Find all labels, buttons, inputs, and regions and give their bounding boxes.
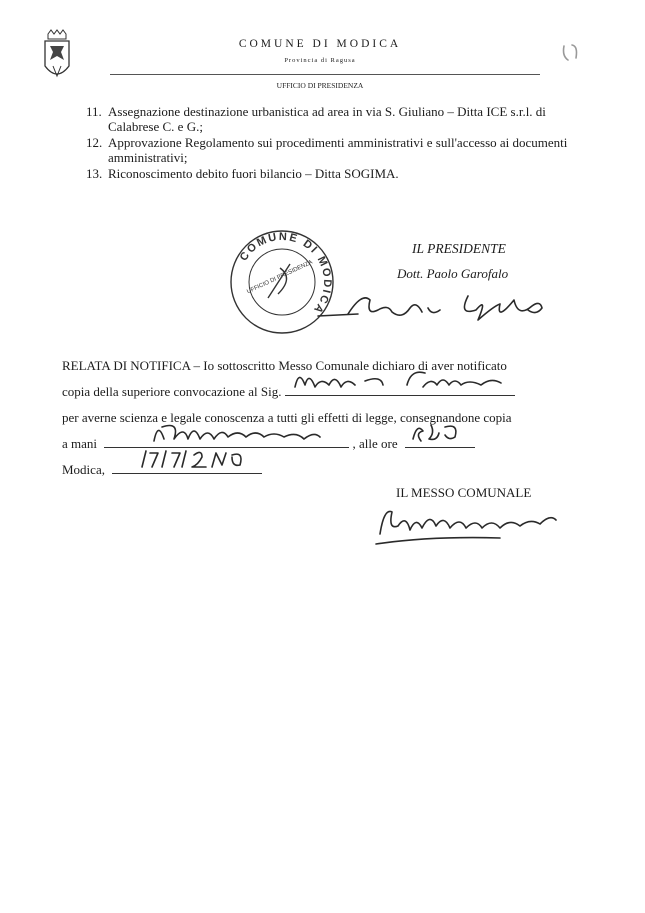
- header-subtitle: Provincia di Ragusa: [284, 57, 356, 64]
- relata-line-1: RELATA DI NOTIFICA – Io sottoscritto Messo Comunale dichiaro di aver notificato: [62, 358, 507, 373]
- office-name: UFFICIO DI PRESIDENZA: [276, 81, 364, 90]
- date-handwriting: [112, 445, 262, 471]
- messo-signature: [370, 500, 570, 550]
- relata-hands-label: a mani: [62, 436, 98, 451]
- hands-handwriting: [104, 419, 349, 445]
- relata-line-5: [62, 462, 572, 478]
- relata-recipient-label: copia della superiore convocazione al Sig.: [62, 384, 282, 399]
- recipient-handwriting: [285, 367, 515, 393]
- agenda-list: [86, 104, 576, 182]
- agenda-item: [86, 104, 576, 134]
- time-handwriting: [405, 419, 475, 445]
- agenda-item-text: Approvazione Regolamento sui procedimenti amministrativi e sull'accesso ai documenti amministrativi;: [108, 135, 568, 165]
- agenda-item-number: 12.: [86, 135, 103, 150]
- agenda-item-text: Assegnazione destinazione urbanistica ad area in via S. Giuliano – Ditta ICE s.r.l. di Calabrese C. e G.;: [108, 104, 546, 134]
- date-field: [112, 473, 262, 474]
- agenda-item: [86, 135, 576, 165]
- agenda-item-text: Riconoscimento debito fuori bilancio – Ditta SOGIMA.: [108, 166, 399, 181]
- agenda-item: [86, 166, 576, 181]
- president-title: IL PRESIDENTE: [412, 241, 506, 256]
- header-divider: [110, 74, 540, 75]
- relata-place-label: Modica,: [62, 462, 105, 477]
- relata-line-2: [62, 384, 572, 400]
- president-name: Dott. Paolo Garofalo: [397, 266, 509, 281]
- stamp-inner-text: UFFICIO DI PRESIDENZA: [246, 259, 314, 296]
- stamp-outer-text: COMUNE DI MODICA: [237, 230, 334, 317]
- messo-title: IL MESSO COMUNALE: [396, 485, 532, 500]
- relata-time-label: , alle ore: [352, 436, 398, 451]
- header-title: COMUNE DI MODICA: [238, 38, 402, 50]
- corner-mark-icon: [560, 42, 582, 64]
- coat-of-arms-icon: [42, 30, 72, 86]
- time-field: [405, 447, 475, 448]
- agenda-item-number: 11.: [86, 104, 102, 119]
- recipient-field: [285, 395, 515, 396]
- agenda-item-number: 13.: [86, 166, 103, 181]
- relata-line-3: per averne scienza e legale conoscenza a tutti gli effetti di legge, consegnandone copia: [62, 410, 512, 425]
- president-signature: [318, 286, 554, 332]
